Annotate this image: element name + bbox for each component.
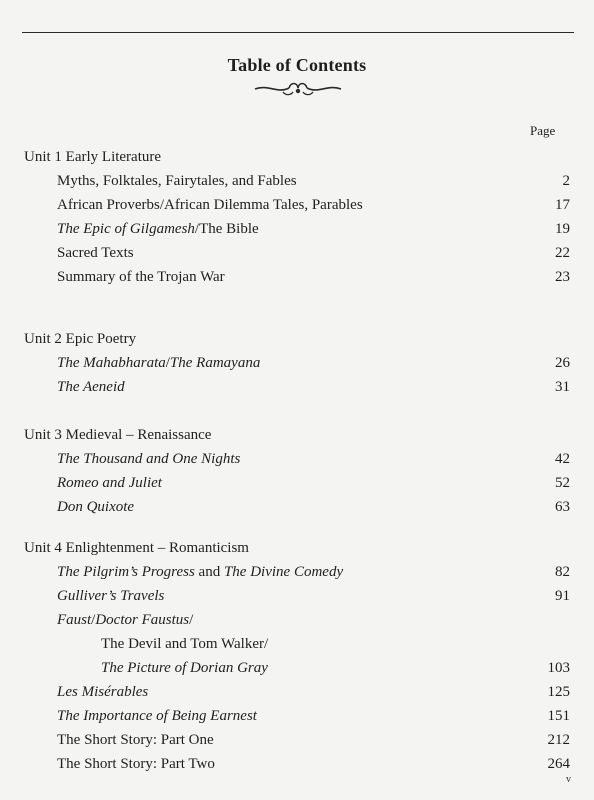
- unit-title: Unit 4 Enlightenment – Romanticism: [24, 540, 249, 556]
- entry-title: [57, 705, 257, 727]
- folio-page-number: v: [566, 774, 571, 785]
- entry-title-part: The Thousand and One Nights: [57, 451, 241, 467]
- entry-title-part: The Short Story: Part One: [57, 732, 214, 748]
- entry-title-part: The Divine Comedy: [223, 564, 344, 580]
- entry-title-part: /: [165, 355, 170, 371]
- entry-title: [57, 585, 164, 607]
- toc-entry: [0, 657, 594, 679]
- entry-title-part: and: [194, 564, 224, 580]
- entry-title-part: The Epic of Gilgamesh: [57, 221, 195, 237]
- top-rule: [22, 32, 574, 33]
- entry-page-number: 103: [547, 660, 570, 676]
- entry-page-number: 63: [555, 499, 570, 515]
- toc-entry: [0, 242, 594, 264]
- entry-title-part: Doctor Faustus: [95, 612, 190, 628]
- toc-entry: [0, 218, 594, 240]
- entry-title-part: Les Misérables: [57, 684, 149, 700]
- toc-entry: [0, 496, 594, 518]
- entry-title-part: The Pilgrim’s Progress: [57, 564, 195, 580]
- toc-entry: [0, 681, 594, 703]
- entry-title-part: Myths, Folktales, Fairytales, and Fables: [57, 173, 297, 189]
- entry-title: [57, 729, 214, 751]
- unit-heading: [0, 146, 594, 168]
- page-title: Table of Contents: [227, 55, 367, 75]
- entry-title: [57, 609, 193, 631]
- entry-page-number: 22: [555, 245, 570, 261]
- unit-title: Unit 3 Medieval – Renaissance: [24, 427, 212, 443]
- unit-heading: [0, 424, 594, 446]
- entry-title: [57, 376, 125, 398]
- toc-entry: [0, 472, 594, 494]
- entry-title-part: The Aeneid: [57, 379, 125, 395]
- entry-title-part: The Mahabharata: [57, 355, 166, 371]
- entry-page-number: 19: [555, 221, 570, 237]
- ornament-divider-icon: [253, 80, 343, 98]
- toc-entry: [0, 753, 594, 775]
- entry-page-number: 151: [547, 708, 570, 724]
- toc-entry: [0, 609, 594, 631]
- entry-title-part: Romeo and Juliet: [57, 475, 162, 491]
- entry-title: [57, 753, 215, 775]
- entry-title: [57, 448, 240, 470]
- page-column-header: Page: [530, 123, 556, 138]
- entry-page-number: 2: [562, 173, 570, 189]
- unit-title: Unit 2 Epic Poetry: [24, 331, 137, 347]
- entry-title-part: /: [91, 612, 96, 628]
- entry-title-part: African Proverbs/African Dilemma Tales, Parables: [57, 197, 363, 213]
- entry-title: [57, 194, 363, 216]
- unit-heading: [0, 328, 594, 350]
- toc-entry: [0, 170, 594, 192]
- entry-title-part: The Importance of Being Earnest: [57, 708, 257, 724]
- entry-title: [57, 170, 297, 192]
- entry-title-part: Gulliver’s Travels: [57, 588, 165, 604]
- entry-title-part: Sacred Texts: [57, 245, 134, 261]
- entry-title: [57, 472, 162, 494]
- entry-page-number: 82: [555, 564, 570, 580]
- toc-entry: [0, 266, 594, 288]
- entry-title: [57, 496, 134, 518]
- toc-entry: [0, 633, 594, 655]
- toc-entry: [0, 376, 594, 398]
- unit-title: Unit 1 Early Literature: [24, 149, 162, 165]
- entry-title-part: The Picture of Dorian Gray: [101, 660, 268, 676]
- entry-page-number: 26: [555, 355, 570, 371]
- toc-entry: [0, 729, 594, 751]
- entry-title-part: /The Bible: [194, 221, 259, 237]
- toc-entry: [0, 448, 594, 470]
- entry-title-part: The Short Story: Part Two: [57, 756, 215, 772]
- entry-title-part: /: [189, 612, 194, 628]
- entry-title-part: The Ramayana: [169, 355, 261, 371]
- entry-title: [57, 681, 148, 703]
- entry-title: [57, 242, 134, 264]
- entry-page-number: 52: [555, 475, 570, 491]
- entry-page-number: 91: [555, 588, 570, 604]
- entry-page-number: 31: [555, 379, 570, 395]
- entry-title: [101, 633, 268, 655]
- toc-entry: [0, 352, 594, 374]
- entry-page-number: 17: [555, 197, 570, 213]
- entry-title-part: Summary of the Trojan War: [57, 269, 225, 285]
- toc-entry: [0, 561, 594, 583]
- entry-title: [57, 266, 225, 288]
- entry-page-number: 212: [547, 732, 570, 748]
- toc-entry: [0, 705, 594, 727]
- entry-title-part: Don Quixote: [57, 499, 135, 515]
- entry-page-number: 264: [547, 756, 570, 772]
- entry-page-number: 42: [555, 451, 570, 467]
- entry-title-part: Faust: [57, 612, 92, 628]
- entry-title-part: The Devil and Tom Walker/: [101, 636, 269, 652]
- entry-title: [57, 561, 343, 583]
- entry-page-number: 125: [547, 684, 570, 700]
- entry-title: [57, 352, 260, 374]
- entry-page-number: 23: [555, 269, 570, 285]
- toc-entry: [0, 194, 594, 216]
- toc-entry: [0, 585, 594, 607]
- unit-heading: [0, 537, 594, 559]
- entry-title: [101, 657, 268, 679]
- entry-title: [57, 218, 259, 240]
